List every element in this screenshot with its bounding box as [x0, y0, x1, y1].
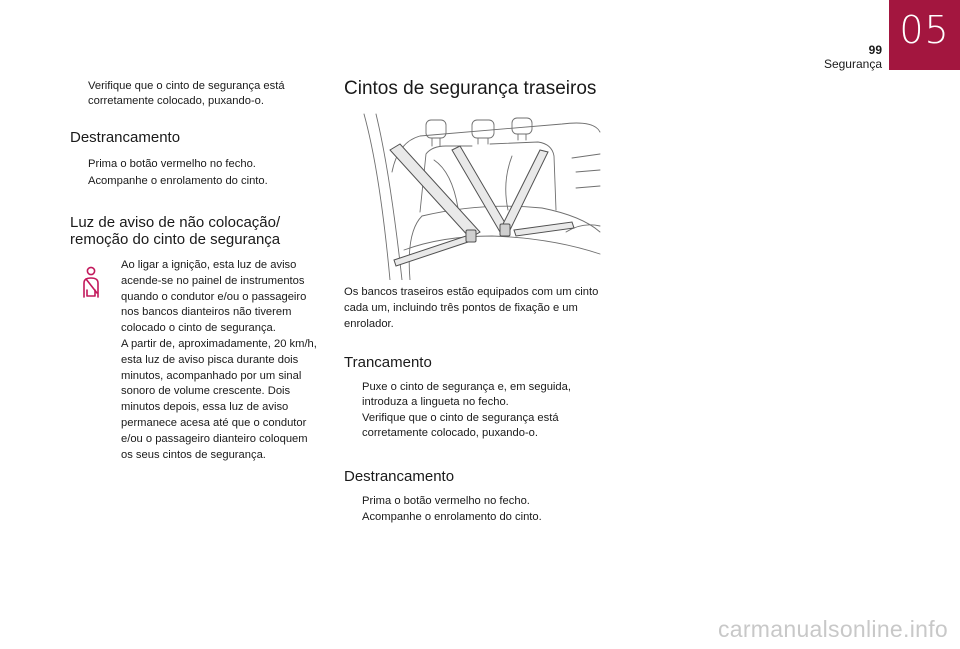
unlock-heading: Destrancamento [70, 129, 181, 146]
list-item: Prima o botão vermelho no fecho. [88, 158, 256, 170]
list-item: Prima o botão vermelho no fecho. [362, 495, 530, 507]
rear-seatbelts-title: Cintos de segurança traseiros [344, 78, 597, 99]
warning-heading: Luz de aviso de não colocação/ remoção do cinto de segurança [70, 214, 281, 248]
right-unlock-bullet-list [344, 494, 594, 525]
intro-bullet-list [70, 79, 315, 109]
lock-heading: Trancamento [344, 354, 432, 371]
watermark: carmanualsonline.info [717, 616, 948, 642]
list-item: Acompanhe o enrolamento do cinto. [88, 175, 268, 187]
warning-description [121, 258, 321, 463]
warning-text-1: Ao ligar a ignição, esta luz de aviso acende-se no painel de instrumentos quando o condutor e/ou o passageiro nos bancos dianteiros não tiverem colocado o cinto de segurança. [121, 259, 307, 335]
seatbelt-warning-icon [80, 266, 102, 300]
warning-text-2: A partir de, aproximadamente, 20 km/h, esta luz de aviso pisca durante dois minutos, acompanhado por um sinal sonoro de volume crescente. Dois minutos depois, essa luz de aviso permanece acesa até que o condutor e/ou o passageiro dianteiro coloquem os seus cintos de segurança. [121, 337, 317, 461]
list-item: Verifique que o cinto de segurança está corretamente colocado, puxando-o. [88, 80, 285, 107]
section-title: Segurança [823, 57, 882, 71]
list-item: Acompanhe o enrolamento do cinto. [362, 511, 542, 523]
page-number: 99 [868, 43, 882, 57]
chapter-number: 05 [899, 8, 950, 52]
rear-seatbelts-description: Os bancos traseiros estão equipados com um cinto cada um, incluindo três pontos de fixação e um enrolador. [344, 286, 599, 330]
list-item: Puxe o cinto de segurança e, em seguida, introduza a lingueta no fecho. [362, 381, 571, 408]
unlock-bullet-list [70, 157, 315, 189]
list-item: Verifique que o cinto de segurança está corretamente colocado, puxando-o. [362, 412, 559, 439]
right-unlock-heading: Destrancamento [344, 468, 455, 485]
lock-bullet-list [344, 380, 594, 441]
rear-seatbelts-illustration [362, 112, 602, 280]
